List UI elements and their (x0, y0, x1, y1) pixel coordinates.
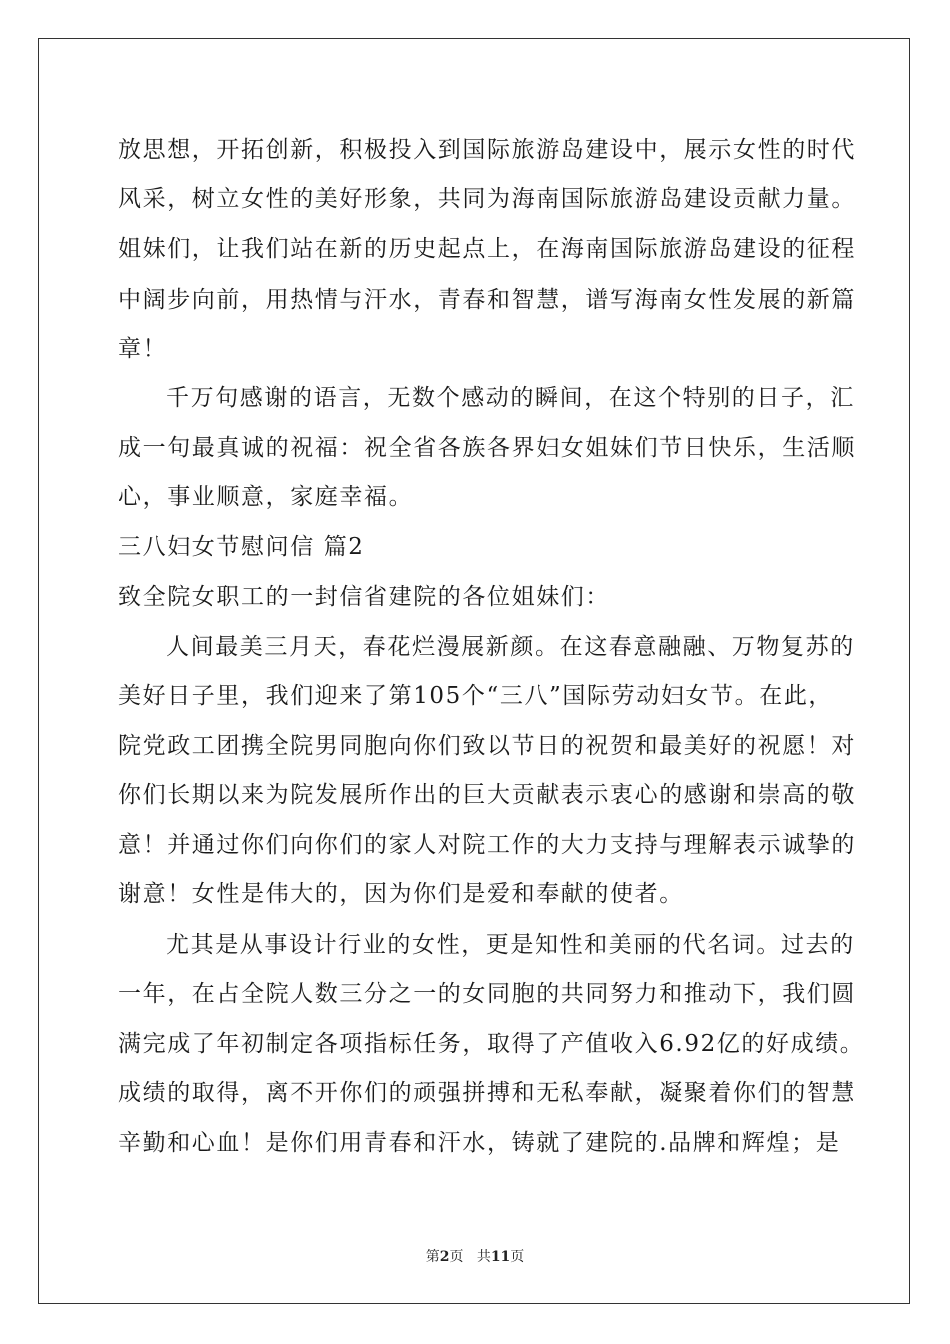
text-line: 辛勤和心血！是你们用青春和汗水，铸就了建院的.品牌和辉煌；是 (118, 1130, 841, 1156)
text-line: 你们长期以来为院发展所作出的巨大贡献表示衷心的感谢和崇高的敬 (118, 782, 856, 808)
total-label: 共 (476, 1249, 491, 1265)
text-line: 中阔步向前，用热情与汗水，青春和智慧，谱写海南女性发展的新篇 (118, 287, 856, 313)
text-line: 尤其是从事设计行业的女性，更是知性和美丽的代名词。过去的 (166, 932, 855, 958)
text-line: 章！ (118, 336, 168, 362)
text-line: 意！并通过你们向你们的家人对院工作的大力支持与理解表示诚挚的 (118, 832, 856, 858)
section-heading: 三八妇女节慰问信 篇2 (118, 534, 365, 560)
text-line: 风采，树立女性的美好形象，共同为海南国际旅游岛建设贡献力量。 (118, 186, 856, 212)
total-unit: 页 (510, 1249, 525, 1265)
text-line: 心，事业顺意，家庭幸福。 (118, 484, 414, 510)
page-unit: 页 (449, 1249, 464, 1265)
page-number: 2 (439, 1249, 450, 1265)
text-line: 一年，在占全院人数三分之一的女同胞的共同努力和推动下，我们圆 (118, 981, 856, 1007)
text-line: 放思想，开拓创新，积极投入到国际旅游岛建设中，展示女性的时代 (118, 137, 856, 163)
text-line: 美好日子里，我们迎来了第105个“三八”国际劳动妇女节。在此， (118, 683, 834, 709)
text-line: 致全院女职工的一封信省建院的各位姐妹们： (118, 584, 610, 610)
text-line: 成绩的取得，离不开你们的顽强拼搏和无私奉献，凝聚着你们的智慧 (118, 1080, 856, 1106)
text-line: 成一句最真诚的祝福：祝全省各族各界妇女姐妹们节日快乐，生活顺 (118, 435, 856, 461)
text-line: 院党政工团携全院男同胞向你们致以节日的祝贺和最美好的祝愿！对 (118, 733, 856, 759)
text-line: 人间最美三月天，春花烂漫展新颜。在这春意融融、万物复苏的 (166, 634, 855, 660)
text-line: 姐妹们，让我们站在新的历史起点上，在海南国际旅游岛建设的征程 (118, 236, 856, 262)
text-line: 满完成了年初制定各项指标任务，取得了产值收入6.92亿的好成绩。 (118, 1031, 865, 1057)
page-border (38, 38, 910, 1304)
page-footer (0, 1248, 950, 1266)
page-label: 第 (425, 1249, 440, 1265)
total-pages: 11 (490, 1249, 511, 1265)
text-line: 谢意！女性是伟大的，因为你们是爱和奉献的使者。 (118, 881, 684, 907)
text-line: 千万句感谢的语言，无数个感动的瞬间，在这个特别的日子，汇 (166, 385, 855, 411)
